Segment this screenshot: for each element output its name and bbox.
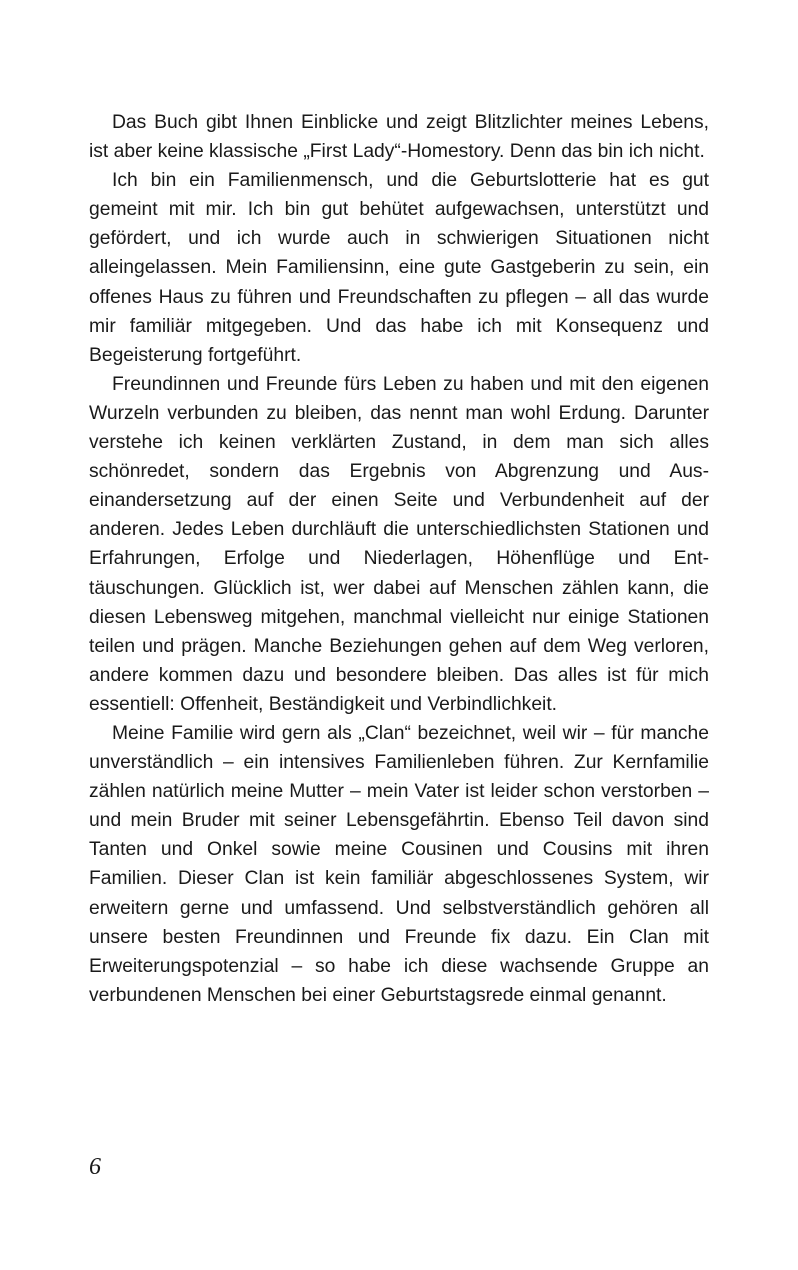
page-number: 6 [89,1154,101,1180]
paragraph-2: Ich bin ein Familienmensch, und die Geburtslotterie hat es gut gemeint mit mir. Ich bin gut behütet aufgewachsen, unterstützt und gefördert, und ich wurde auch in schwierigen Situationen nicht alleingelassen. Mein Familiensinn, eine gute Gastgeberin zu sein, ein offenes Haus zu führen und Freundschaften zu pflegen – all das wurde mir familiär mitgegeben. Und das habe ich mit Konsequenz und Begeisterung fortgeführt. [89,170,709,366]
page-body [89,108,709,1010]
paragraph-4: Meine Familie wird gern als „Clan“ bezeichnet, weil wir – für manche unverständlich – ein intensives Familienleben führen. Zur Kernfamilie zählen natürlich meine Mutter – mein Vater ist leider schon verstorben – und mein Bruder mit seiner Lebensgefährtin. Ebenso Teil davon sind Tanten und Onkel sowie meine Cousinen und Cousins mit ihren Familien. Dieser Clan ist kein familiär abgeschlossenes System, wir erweitern gerne und umfassend. Und selbstverständlich gehören all unsere besten Freundinnen und Freunde fix dazu. Ein Clan mit Erweiterungspotenzial – so habe ich diese wachsende Gruppe an verbundenen Menschen bei einer Geburtstagsrede einmal genannt. [89,722,709,1006]
paragraph-1: Das Buch gibt Ihnen Einblicke und zeigt Blitzlichter meines Lebens, ist aber keine klassische „First Lady“-Homestory. Denn das bin ich nicht. [89,112,709,163]
paragraph-3: Freundinnen und Freunde fürs Leben zu haben und mit den eigenen Wurzeln verbunden zu bleiben, das nennt man wohl Erdung. Darunter verstehe ich keinen verklärten Zustand, in dem man sich alles schönredet, sondern das Ergebnis von Abgrenzung und Auseinandersetzung auf der einen Seite und Verbundenheit auf der anderen. Jedes Leben durchläuft die unterschiedlichsten Stationen und Erfahrungen, Erfolge und Niederlagen, Höhenflüge und Enttäuschungen. Glücklich ist, wer dabei auf Menschen zählen kann, die diesen Lebensweg mitgehen, manchmal vielleicht nur einige Stationen teilen und prägen. Manche Beziehungen gehen auf dem Weg verloren, andere kommen dazu und besondere bleiben. Das alles ist für mich essentiell: Offenheit, Beständigkeit und Verbindlichkeit. [89,373,709,715]
